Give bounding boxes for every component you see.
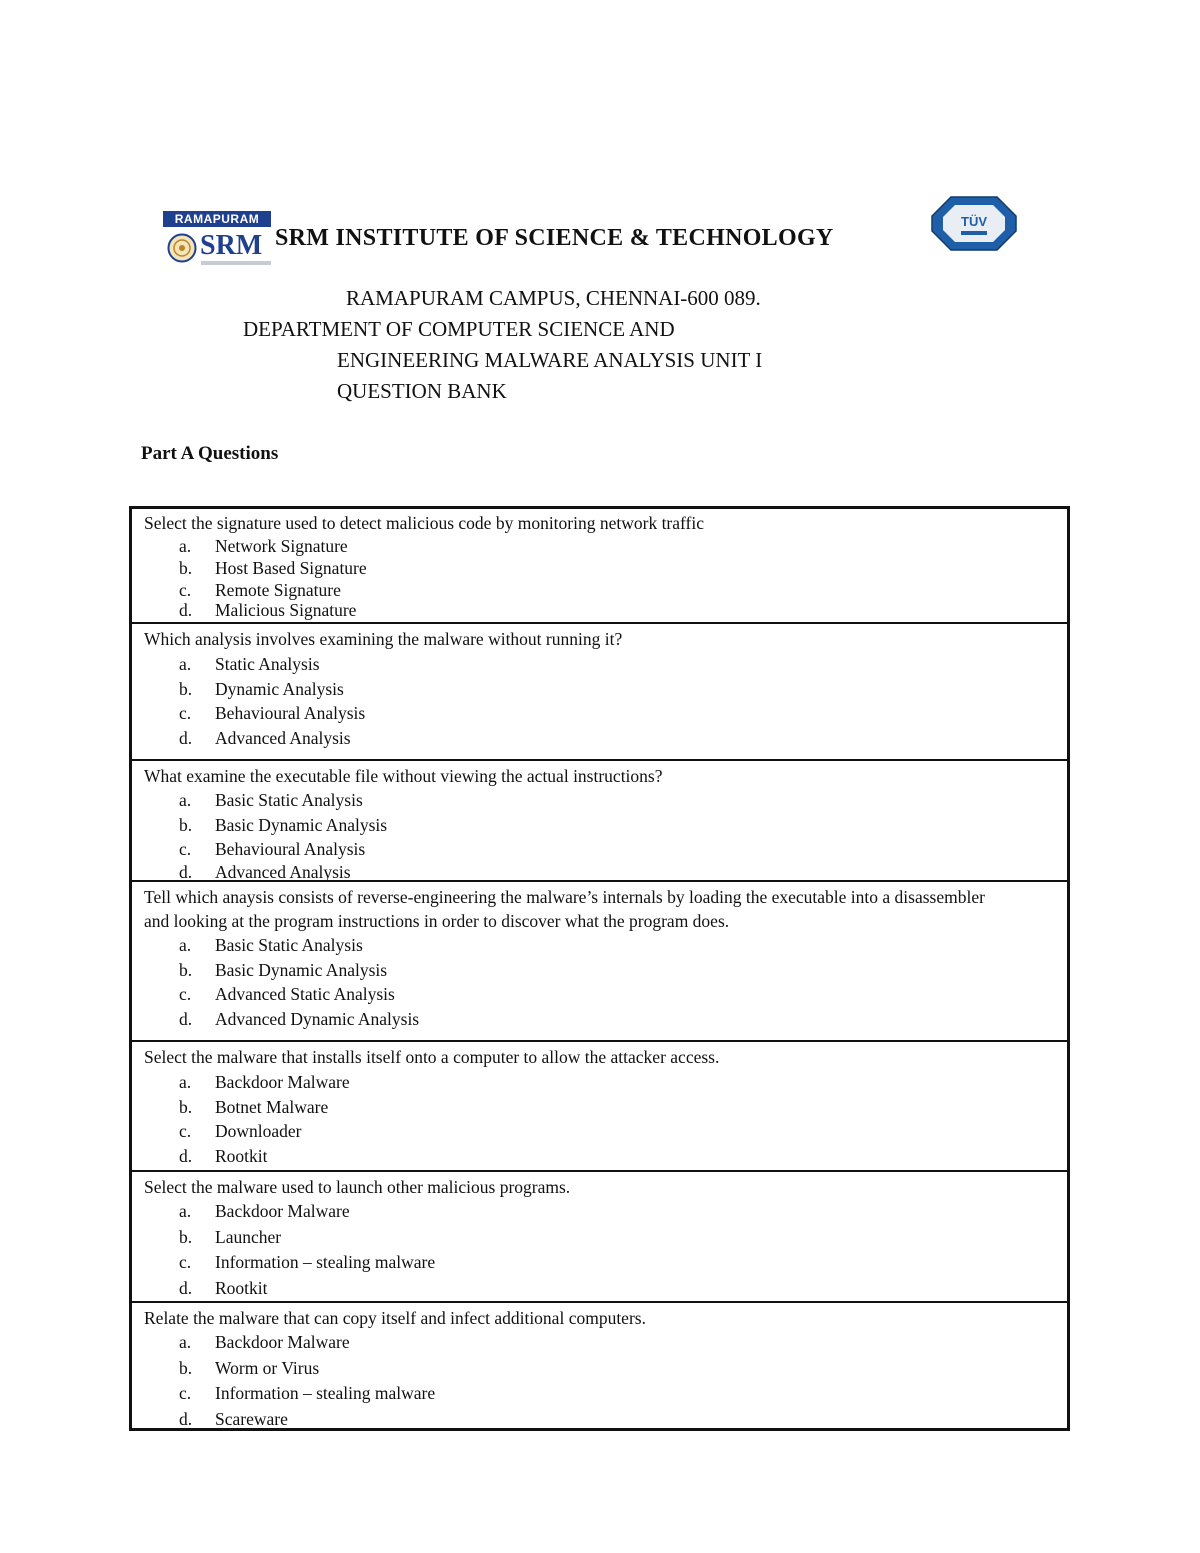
option-text: Launcher	[215, 1226, 282, 1247]
option-row	[144, 862, 1067, 882]
option-row	[144, 837, 1067, 862]
option-letter: d.	[179, 600, 193, 620]
srm-logo	[163, 211, 275, 269]
option-text: Dynamic Analysis	[215, 678, 344, 699]
option-row	[144, 1095, 1067, 1120]
option-row	[144, 982, 1067, 1007]
option-text: Behavioural Analysis	[215, 703, 366, 723]
question-bank-line: QUESTION BANK	[337, 379, 507, 403]
logo-srm-text: SRM	[200, 230, 263, 261]
option-text: Downloader	[215, 1121, 302, 1141]
option-text: Information – stealing malware	[215, 1252, 436, 1272]
institute-title: SRM INSTITUTE OF SCIENCE & TECHNOLOGY	[275, 225, 834, 251]
option-row	[144, 1276, 1067, 1300]
question-text: Tell which anaysis consists of reverse-engineering the malware’s internals by loading the executable into a disassembler and looking at the program instructions in order to discover what the program does.	[144, 887, 985, 931]
question-cell	[132, 880, 1067, 1040]
option-text: Basic Static Analysis	[215, 790, 363, 810]
question-cell	[132, 1040, 1067, 1170]
option-letter: c.	[179, 839, 192, 859]
option-row	[144, 1356, 1067, 1382]
option-letter: a.	[179, 1201, 192, 1221]
seal-icon	[167, 233, 197, 263]
option-row	[144, 579, 1067, 601]
question-text: Select the signature used to detect malicious code by monitoring network traffic	[144, 513, 704, 533]
option-letter: c.	[179, 984, 192, 1004]
option-letter: c.	[179, 580, 192, 600]
option-text: Backdoor Malware	[215, 1072, 350, 1092]
option-row	[144, 1119, 1067, 1144]
option-letter: c.	[179, 1121, 192, 1141]
option-letter: a.	[179, 536, 192, 556]
course-line: ENGINEERING MALWARE ANALYSIS UNIT I	[337, 348, 763, 372]
option-text: Backdoor Malware	[215, 1201, 350, 1221]
option-text: Rootkit	[215, 1145, 268, 1166]
option-letter: a.	[179, 1072, 192, 1092]
tuv-logo-text: TÜV	[961, 214, 987, 229]
question-cell	[132, 622, 1067, 759]
option-letter: a.	[179, 654, 192, 674]
option-text: Botnet Malware	[215, 1096, 329, 1117]
question-text: What examine the executable file without viewing the actual instructions?	[144, 766, 663, 786]
option-letter: a.	[179, 935, 192, 955]
logo-subtext-line	[201, 261, 271, 265]
option-text: Scareware	[215, 1408, 288, 1429]
option-letter: d.	[179, 1277, 193, 1298]
option-letter: d.	[179, 1408, 193, 1429]
option-letter: c.	[179, 1252, 192, 1272]
option-text: Static Analysis	[215, 654, 320, 674]
section-title: Part A Questions	[141, 443, 279, 464]
option-letter: c.	[179, 703, 192, 723]
option-row	[144, 701, 1067, 726]
option-text: Rootkit	[215, 1277, 268, 1298]
option-row	[144, 1199, 1067, 1225]
option-text: Basic Dynamic Analysis	[215, 959, 388, 980]
option-text: Advanced Static Analysis	[215, 984, 395, 1004]
option-row	[144, 1381, 1067, 1407]
campus-line: RAMAPURAM CAMPUS, CHENNAI-600 089.	[346, 286, 761, 310]
option-text: Backdoor Malware	[215, 1332, 350, 1352]
option-row	[144, 813, 1067, 838]
question-cell	[132, 1170, 1067, 1301]
option-letter: b.	[179, 814, 193, 835]
option-letter: d.	[179, 727, 193, 748]
question-text: Select the malware used to launch other malicious programs.	[144, 1177, 571, 1197]
option-row	[144, 677, 1067, 702]
option-text: Remote Signature	[215, 580, 341, 600]
option-row	[144, 1250, 1067, 1276]
option-text: Advanced Analysis	[215, 727, 351, 748]
option-row	[144, 1144, 1067, 1169]
option-text: Advanced Analysis	[215, 861, 351, 882]
option-row	[144, 1330, 1067, 1356]
option-row	[144, 601, 1067, 619]
option-text: Malicious Signature	[215, 600, 357, 620]
option-text: Worm or Virus	[215, 1357, 320, 1378]
option-letter: d.	[179, 861, 193, 882]
option-text: Network Signature	[215, 536, 348, 556]
option-letter: b.	[179, 1096, 193, 1117]
option-row	[144, 1070, 1067, 1095]
option-row	[144, 958, 1067, 983]
option-row	[144, 535, 1067, 557]
option-letter: b.	[179, 1226, 193, 1247]
option-text: Host Based Signature	[215, 558, 367, 578]
question-cell	[132, 1301, 1067, 1428]
tuv-logo	[931, 196, 1017, 251]
option-row	[144, 1007, 1067, 1032]
option-text: Basic Static Analysis	[215, 935, 363, 955]
question-text: Which analysis involves examining the malware without running it?	[144, 629, 623, 649]
question-table	[129, 506, 1070, 1431]
option-row	[144, 1407, 1067, 1431]
logo-band-text: RAMAPURAM	[163, 211, 271, 227]
option-letter: b.	[179, 1357, 193, 1378]
option-letter: d.	[179, 1145, 193, 1166]
option-text: Information – stealing malware	[215, 1383, 436, 1403]
option-letter: c.	[179, 1383, 192, 1403]
option-text: Basic Dynamic Analysis	[215, 814, 388, 835]
option-letter: b.	[179, 558, 193, 578]
question-text: Relate the malware that can copy itself and infect additional computers.	[144, 1308, 646, 1328]
option-row	[144, 557, 1067, 579]
question-text: Select the malware that installs itself onto a computer to allow the attacker access.	[144, 1047, 720, 1067]
option-text: Behavioural Analysis	[215, 839, 366, 859]
option-row	[144, 788, 1067, 813]
option-letter: a.	[179, 790, 192, 810]
question-cell	[132, 759, 1067, 880]
option-row	[144, 933, 1067, 958]
option-row	[144, 726, 1067, 751]
question-cell	[132, 509, 1067, 622]
option-letter: b.	[179, 678, 193, 699]
option-row	[144, 1225, 1067, 1251]
option-letter: b.	[179, 959, 193, 980]
option-letter: a.	[179, 1332, 192, 1352]
option-text: Advanced Dynamic Analysis	[215, 1008, 420, 1029]
option-row	[144, 652, 1067, 677]
option-letter: d.	[179, 1008, 193, 1029]
department-line: DEPARTMENT OF COMPUTER SCIENCE AND	[243, 317, 675, 341]
